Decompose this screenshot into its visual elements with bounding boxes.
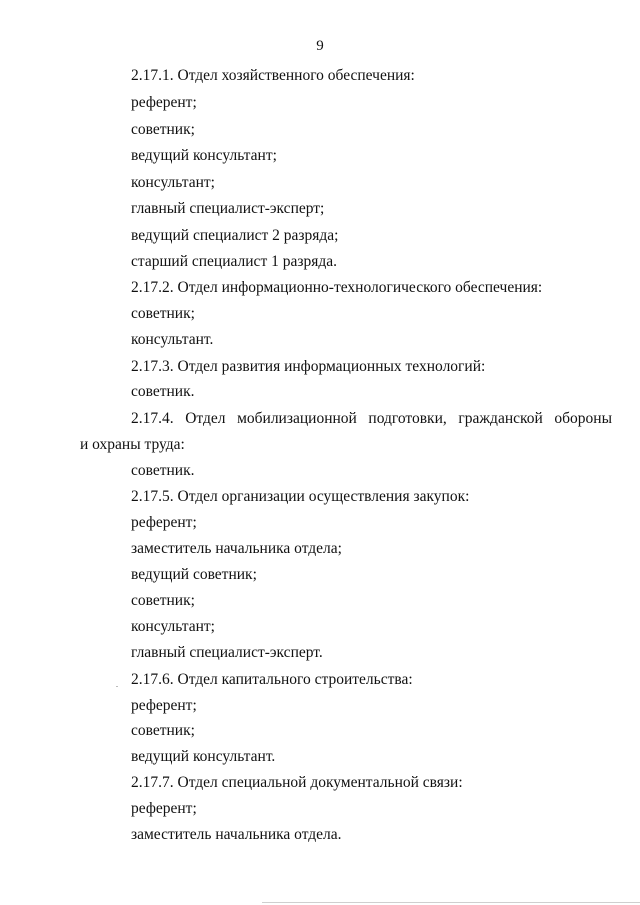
heading-word: подготовки, bbox=[368, 410, 447, 427]
list-item: консультант. bbox=[131, 331, 214, 348]
list-item: главный специалист-эксперт. bbox=[131, 644, 323, 661]
section-2-17-4-continuation: и охраны труда: bbox=[80, 436, 185, 453]
section-2-17-5-heading: 2.17.5. Отдел организации осуществления закупок: bbox=[131, 488, 470, 505]
list-item: советник. bbox=[131, 383, 195, 400]
list-item: референт; bbox=[131, 514, 197, 531]
section-2-17-7-heading: 2.17.7. Отдел специальной документальной связи: bbox=[131, 774, 463, 791]
list-item: заместитель начальника отдела; bbox=[131, 540, 342, 557]
heading-word: обороны bbox=[554, 410, 612, 427]
list-item: советник; bbox=[131, 722, 195, 739]
list-item: ведущий специалист 2 разряда; bbox=[131, 227, 339, 244]
section-2-17-6-heading: 2.17.6. Отдел капитального строительства: bbox=[131, 671, 413, 688]
list-item: референт; bbox=[131, 800, 197, 817]
list-item: ведущий консультант; bbox=[131, 147, 277, 164]
list-item: советник. bbox=[131, 462, 195, 479]
page-number: 9 bbox=[316, 38, 324, 54]
scan-edge bbox=[262, 902, 640, 903]
section-2-17-2-heading: 2.17.2. Отдел информационно-технологического обеспечения: bbox=[131, 279, 543, 296]
scan-speck bbox=[116, 686, 118, 687]
section-2-17-1-heading: 2.17.1. Отдел хозяйственного обеспечения: bbox=[131, 67, 415, 84]
list-item: ведущий консультант. bbox=[131, 748, 276, 765]
heading-word: 2.17.4. bbox=[131, 410, 174, 427]
list-item: референт; bbox=[131, 697, 197, 714]
list-item: заместитель начальника отдела. bbox=[131, 826, 342, 843]
list-item: главный специалист-эксперт; bbox=[131, 200, 325, 217]
list-item: ведущий советник; bbox=[131, 566, 257, 583]
list-item: референт; bbox=[131, 94, 197, 111]
section-2-17-4-heading bbox=[131, 410, 612, 428]
heading-word: Отдел bbox=[185, 410, 226, 427]
list-item: советник; bbox=[131, 592, 195, 609]
heading-word: мобилизационной bbox=[237, 410, 357, 427]
heading-word: гражданской bbox=[458, 410, 543, 427]
list-item: старший специалист 1 разряда. bbox=[131, 253, 337, 270]
list-item: советник; bbox=[131, 121, 195, 138]
section-2-17-3-heading: 2.17.3. Отдел развития информационных технологий: bbox=[131, 358, 486, 375]
list-item: консультант; bbox=[131, 174, 215, 191]
list-item: консультант; bbox=[131, 618, 215, 635]
list-item: советник; bbox=[131, 305, 195, 322]
